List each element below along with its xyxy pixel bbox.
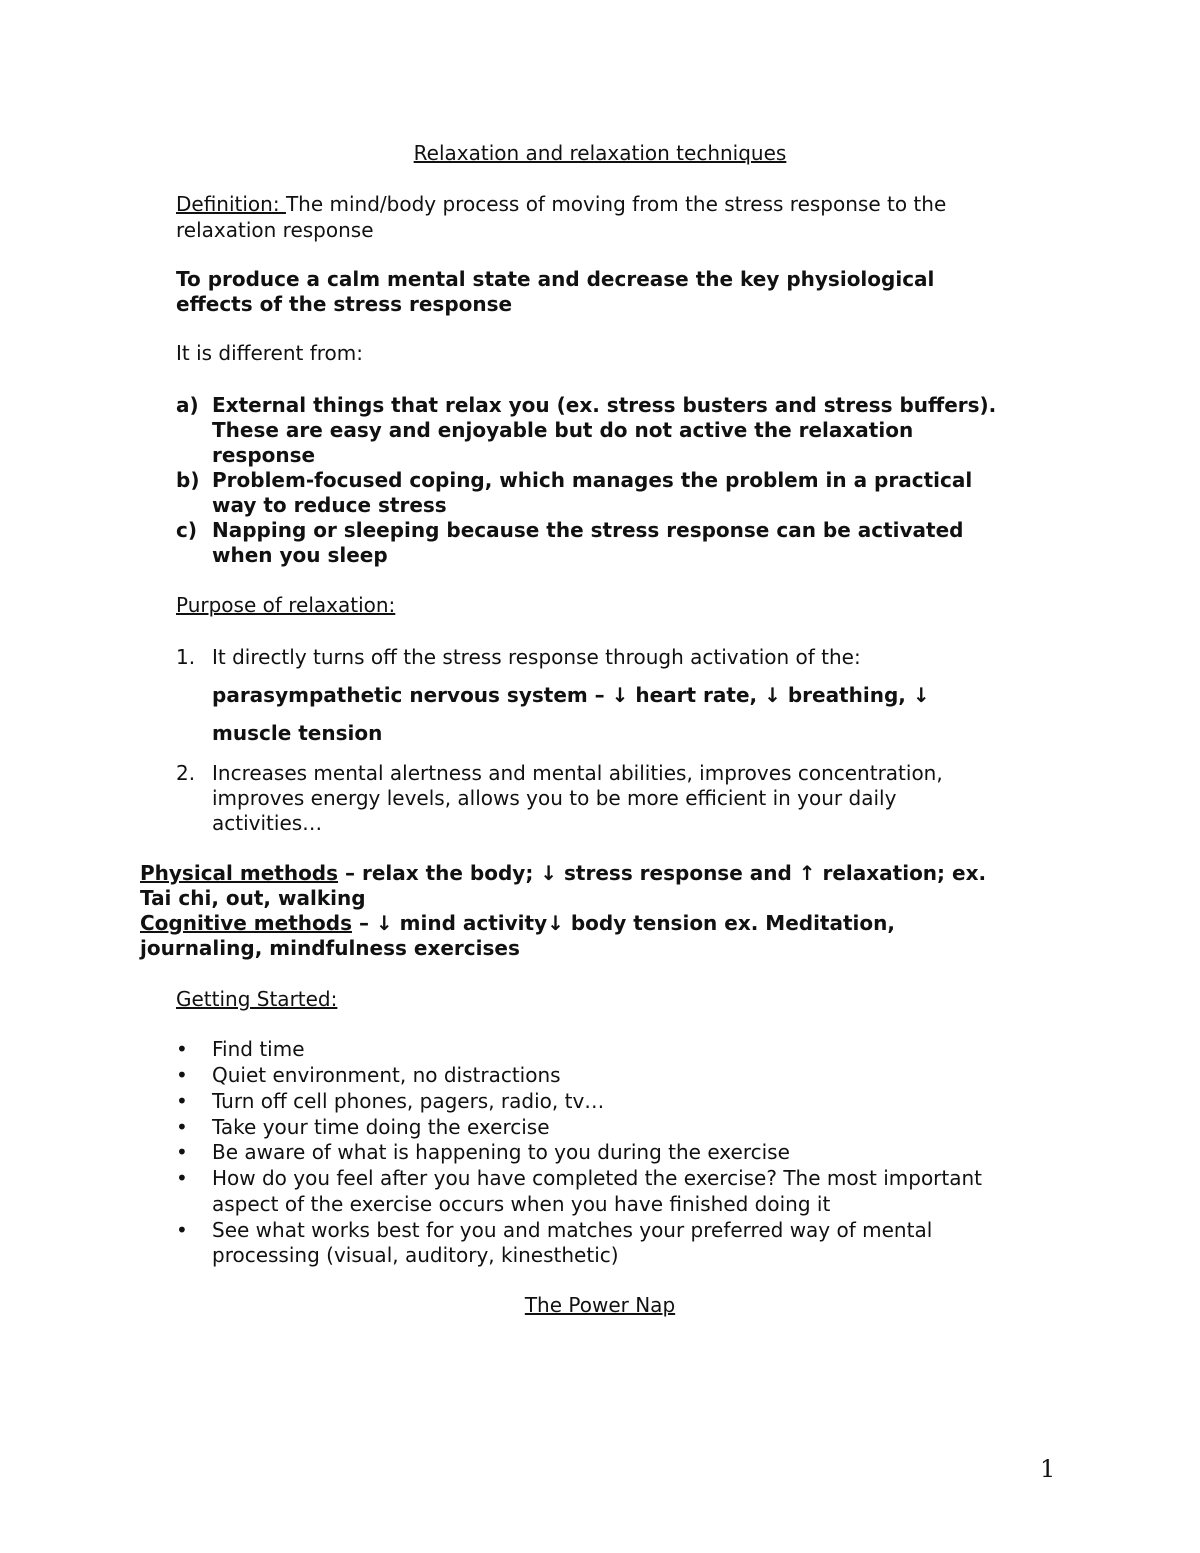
list-item-text: These are easy and enjoyable but do not active the relaxation: [212, 418, 914, 442]
bullet-item-continued: processing (visual, auditory, kinesthetic): [212, 1243, 619, 1267]
list-item-text: It directly turns off the stress response through activation of the:: [212, 645, 861, 669]
bullet-item: Find time: [212, 1037, 305, 1061]
cognitive-methods-line-2: journaling, mindfulness exercises: [140, 936, 520, 960]
document-title: Relaxation and relaxation techniques: [413, 141, 787, 165]
bullet-icon: •: [176, 1037, 188, 1061]
bullet-icon: •: [176, 1140, 188, 1164]
physical-methods-label: Physical methods: [140, 861, 339, 885]
list-marker: b): [176, 468, 200, 492]
power-nap-heading: The Power Nap: [524, 1293, 676, 1317]
cognitive-methods-line-1: Cognitive methods – ↓ mind activity↓ body tension ex. Meditation,: [140, 911, 895, 935]
bullet-icon: •: [176, 1089, 188, 1113]
bullet-item: See what works best for you and matches your preferred way of mental: [212, 1218, 933, 1242]
list-item-text: Increases mental alertness and mental abilities, improves concentration,: [212, 761, 943, 785]
goal-line-2: effects of the stress response: [176, 292, 513, 316]
goal-line-1: To produce a calm mental state and decrease the key physiological: [176, 267, 935, 291]
list-item-text: activities…: [212, 811, 323, 835]
list-item-text: response: [212, 443, 316, 467]
list-item-text: way to reduce stress: [212, 493, 447, 517]
list-item-text: improves energy levels, allows you to be more efficient in your daily: [212, 786, 897, 810]
list-item-text: when you sleep: [212, 543, 388, 567]
definition-line-2: relaxation response: [176, 218, 374, 242]
list-item-text: parasympathetic nervous system – ↓ heart rate, ↓ breathing, ↓: [212, 683, 930, 707]
getting-started-heading: Getting Started:: [176, 987, 338, 1011]
different-intro: It is different from:: [176, 341, 364, 365]
bullet-item: Turn off cell phones, pagers, radio, tv…: [212, 1089, 605, 1113]
definition-label: Definition:: [176, 192, 286, 216]
bullet-item: Be aware of what is happening to you during the exercise: [212, 1140, 790, 1164]
bullet-icon: •: [176, 1115, 188, 1139]
page-number: 1: [1040, 1455, 1056, 1483]
list-item-text: External things that relax you (ex. stress busters and stress buffers).: [212, 393, 997, 417]
list-item-text: Problem-focused coping, which manages the problem in a practical: [212, 468, 973, 492]
bullet-item-continued: aspect of the exercise occurs when you have finished doing it: [212, 1192, 831, 1216]
bullet-item: How do you feel after you have completed the exercise? The most important: [212, 1166, 983, 1190]
list-item-text: Napping or sleeping because the stress response can be activated: [212, 518, 964, 542]
bullet-item: Take your time doing the exercise: [212, 1115, 550, 1139]
cognitive-methods-label: Cognitive methods: [140, 911, 352, 935]
bullet-icon: •: [176, 1063, 188, 1087]
physical-methods-line-2: Tai chi, out, walking: [140, 886, 366, 910]
bullet-item: Quiet environment, no distractions: [212, 1063, 561, 1087]
list-item-text: muscle tension: [212, 721, 383, 745]
definition-text: The mind/body process of moving from the stress response to the: [285, 192, 947, 216]
list-marker: c): [176, 518, 197, 542]
list-marker: 1.: [176, 645, 196, 669]
physical-methods-line-1: Physical methods – relax the body; ↓ stress response and ↑ relaxation; ex.: [140, 861, 987, 885]
list-marker: a): [176, 393, 199, 417]
list-marker: 2.: [176, 761, 196, 785]
bullet-icon: •: [176, 1218, 188, 1242]
purpose-heading: Purpose of relaxation:: [176, 593, 396, 617]
definition-line-1: [176, 192, 946, 217]
bullet-icon: •: [176, 1166, 188, 1190]
